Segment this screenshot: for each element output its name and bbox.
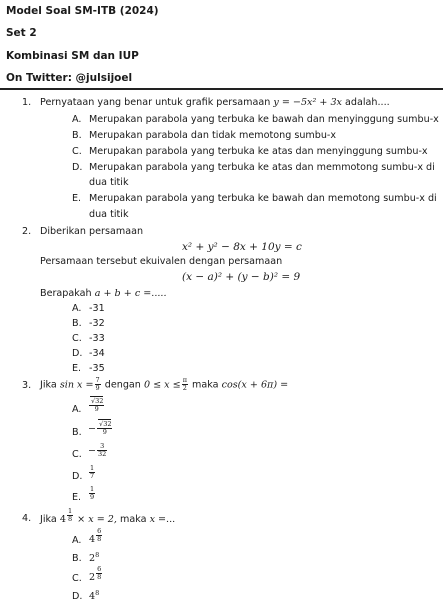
q3-option-c-value [88, 443, 108, 458]
q1-option-a-text: Merupakan parabola yang terbuka ke bawah dan menyinggung sumbu-x [89, 114, 439, 125]
doc-title: Model Soal SM-ITB (2024) [6, 5, 159, 17]
q1-option-d-text: Merupakan parabola yang terbuka ke atas dan memmotong sumbu-x di [89, 162, 435, 173]
q3-option-e-value [88, 486, 96, 501]
q1-option-d-cont: dua titik [89, 177, 129, 188]
q3-option-c-fraction [97, 443, 107, 458]
q3-target: cos(x + 6π) = [221, 379, 289, 391]
q3-tail: maka [192, 379, 219, 391]
q1-option-e-label: E. [72, 193, 82, 204]
q2-text: Diberikan persamaan [40, 226, 144, 237]
q3-option-d-num: 1 [90, 464, 95, 472]
q2-question [40, 288, 167, 299]
q3-option-a-fraction [89, 398, 104, 413]
q3-condition-den: 9 [95, 384, 100, 392]
q3-lead: Jika [40, 379, 57, 391]
q2-equation-1: x² + y² − 8x + 10y = c [182, 241, 302, 253]
q3-option-c-den: 32 [98, 450, 107, 458]
q3-condition-num: 7 [95, 376, 100, 384]
q3-option-b-fraction [97, 421, 112, 436]
combination-label: Kombinasi SM dan IUP [6, 50, 139, 62]
q3-option-e-num: 1 [90, 485, 95, 493]
q1-equation: y = −5x² + 3x [273, 97, 342, 108]
q3-option-d-label: D. [72, 471, 83, 482]
q3-option-a-den: 9 [94, 405, 99, 413]
q3-stem [40, 377, 288, 392]
q4-exponent-den: 8 [67, 514, 73, 523]
q2-option-d-text: -34 [89, 348, 105, 359]
q2-ask-expr: a + b + c =..... [94, 288, 167, 299]
q1-option-b-label: B. [72, 130, 82, 141]
q3-option-d-fraction [89, 465, 95, 480]
q4-option-c-base: 2 [89, 572, 96, 584]
q3-option-b-label: B. [72, 427, 82, 438]
q1-text: Pernyataan yang benar untuk grafik persamaan [40, 97, 271, 108]
q3-option-a-label: A. [72, 404, 82, 415]
q2-ask: Berapakah [40, 288, 92, 299]
q4-number: 4. [22, 513, 32, 524]
q4-base: 4 [59, 514, 66, 526]
q3-condition: sin x = [59, 379, 94, 391]
q3-mid: dengan [104, 379, 141, 391]
q1-option-c-label: C. [72, 146, 82, 157]
q4-option-c-exp-den: 8 [97, 572, 102, 581]
q3-range-den: 2 [182, 384, 187, 392]
q4-option-c-exp-num: 6 [97, 564, 102, 573]
q4-exponent-num: 1 [67, 506, 73, 515]
q4-option-a-exponent [96, 528, 102, 543]
q3-range-num: π [182, 376, 187, 384]
q1-option-c-text: Merupakan parabola yang terbuka ke atas dan menyinggung sumbu-x [89, 146, 428, 157]
q2-option-a-label: A. [72, 303, 82, 314]
q3-option-b-value [88, 421, 113, 436]
q3-option-d-value [88, 465, 96, 480]
q4-option-b-value [89, 551, 99, 564]
q3-option-c-num: 3 [97, 443, 107, 451]
q4-lead: Jika [40, 514, 57, 526]
q2-number: 2. [22, 226, 32, 237]
q3-option-b-den: 9 [102, 428, 107, 436]
q1-option-a-label: A. [72, 114, 82, 125]
q4-option-d-base: 4 [89, 591, 96, 603]
q3-range-fraction [182, 377, 188, 392]
q4-option-a-base: 4 [89, 534, 96, 546]
q3-option-e-label: E. [72, 492, 82, 503]
q4-stem [40, 506, 176, 527]
q3-option-e-fraction [89, 486, 95, 501]
q3-condition-fraction [95, 377, 101, 392]
q4-option-d-value [89, 589, 99, 602]
q1-option-d-label: D. [72, 162, 83, 173]
q3-option-b-radical: √32 [99, 420, 112, 428]
q4-option-b-base: 2 [89, 553, 96, 565]
q4-option-a-label: A. [72, 535, 82, 546]
q3-option-c-sign: − [88, 445, 97, 457]
q2-option-e-label: E. [72, 363, 82, 374]
q2-option-b-text: -32 [89, 318, 105, 329]
q2-text-2: Persamaan tersebut ekuivalen dengan persamaan [40, 256, 283, 267]
q4-tail: maka [120, 514, 147, 526]
q2-option-c-text: -33 [89, 333, 105, 344]
q4-option-a-value [89, 526, 103, 547]
q4-option-b-exp: 8 [95, 551, 100, 559]
q1-stem [40, 97, 390, 108]
q4-option-c-label: C. [72, 573, 82, 584]
q4-option-c-exponent [96, 566, 102, 581]
q2-option-d-label: D. [72, 348, 83, 359]
q2-option-e-text: -35 [89, 363, 105, 374]
twitter-handle: On Twitter: @julsijoel [6, 72, 133, 84]
q4-option-a-exp-num: 6 [97, 526, 102, 535]
q1-option-e-cont: dua titik [89, 209, 129, 220]
header-divider [0, 88, 443, 90]
q4-rest: × x = 2, [77, 514, 117, 526]
q4-option-d-exp: 8 [95, 589, 100, 597]
q1-tail: adalah.... [345, 97, 390, 108]
q4-option-a-exp-den: 8 [97, 534, 102, 543]
q1-number: 1. [22, 97, 32, 108]
q3-option-b-sign: − [88, 423, 97, 435]
q4-option-c-value [89, 564, 103, 585]
q4-ask: x =... [149, 514, 176, 526]
q4-option-d-label: D. [72, 591, 83, 602]
q3-option-e-den: 9 [90, 493, 95, 501]
set-label: Set 2 [6, 27, 37, 39]
q3-option-d-den: 7 [90, 472, 95, 480]
q2-option-c-label: C. [72, 333, 82, 344]
q3-number: 3. [22, 380, 32, 391]
q1-option-e-text: Merupakan parabola yang terbuka ke bawah dan memotong sumbu-x di [89, 193, 437, 204]
q3-option-c-label: C. [72, 449, 82, 460]
q3-option-a-value [88, 398, 105, 413]
q3-range: 0 ≤ x ≤ [143, 379, 181, 391]
q4-option-b-label: B. [72, 553, 82, 564]
q1-option-b-text: Merupakan parabola dan tidak memotong sumbu-x [89, 130, 337, 141]
q4-exponent [67, 508, 73, 523]
q2-option-a-text: -31 [89, 303, 105, 314]
q3-option-a-radical: √32 [91, 397, 104, 405]
q2-option-b-label: B. [72, 318, 82, 329]
q2-equation-2: (x − a)² + (y − b)² = 9 [182, 271, 301, 283]
